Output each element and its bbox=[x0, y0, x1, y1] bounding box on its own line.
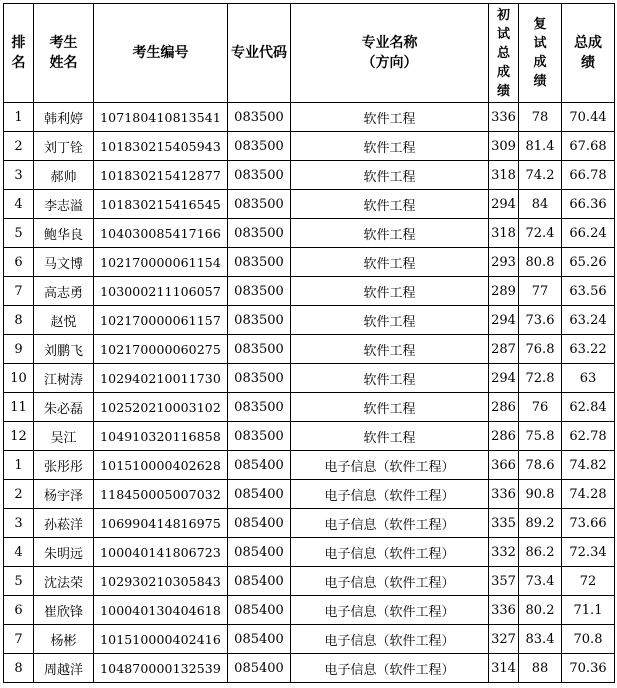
major-name-cell: 电子信息（软件工程） bbox=[291, 538, 489, 567]
student-name-cell: 杨彬 bbox=[34, 625, 94, 654]
student-name-cell: 韩利婷 bbox=[34, 103, 94, 132]
total-score-cell: 66.78 bbox=[562, 161, 615, 190]
total-score-cell: 63.56 bbox=[562, 277, 615, 306]
exam-id-cell: 104870000132539 bbox=[94, 654, 228, 683]
total-score-cell: 72 bbox=[562, 567, 615, 596]
retest-score-cell: 83.4 bbox=[519, 625, 562, 654]
student-name-cell: 马文博 bbox=[34, 248, 94, 277]
student-name-cell: 孙菘洋 bbox=[34, 509, 94, 538]
student-name-cell: 郝帅 bbox=[34, 161, 94, 190]
retest-score-cell: 76.8 bbox=[519, 335, 562, 364]
header-total-score: 总成绩 bbox=[562, 4, 615, 103]
major-code-cell: 083500 bbox=[228, 132, 291, 161]
rank-cell: 6 bbox=[4, 596, 34, 625]
rank-cell: 5 bbox=[4, 567, 34, 596]
table-row bbox=[4, 335, 615, 364]
table-row bbox=[4, 654, 615, 683]
prelim-score-cell: 318 bbox=[489, 219, 519, 248]
header-name: 考生姓名 bbox=[34, 4, 94, 103]
student-name-cell: 吴江 bbox=[34, 422, 94, 451]
major-code-cell: 083500 bbox=[228, 277, 291, 306]
major-code-cell: 083500 bbox=[228, 248, 291, 277]
rank-cell: 1 bbox=[4, 103, 34, 132]
total-score-cell: 70.8 bbox=[562, 625, 615, 654]
total-score-cell: 66.36 bbox=[562, 190, 615, 219]
major-name-cell: 软件工程 bbox=[291, 422, 489, 451]
prelim-score-cell: 336 bbox=[489, 103, 519, 132]
header-row bbox=[4, 4, 615, 103]
exam-id-cell: 104910320116858 bbox=[94, 422, 228, 451]
prelim-score-cell: 335 bbox=[489, 509, 519, 538]
major-name-cell: 软件工程 bbox=[291, 103, 489, 132]
retest-score-cell: 89.2 bbox=[519, 509, 562, 538]
table-row bbox=[4, 103, 615, 132]
major-name-cell: 电子信息（软件工程） bbox=[291, 654, 489, 683]
major-code-cell: 083500 bbox=[228, 306, 291, 335]
prelim-score-cell: 336 bbox=[489, 480, 519, 509]
major-code-cell: 085400 bbox=[228, 567, 291, 596]
rank-cell: 3 bbox=[4, 509, 34, 538]
exam-id-cell: 102170000061157 bbox=[94, 306, 228, 335]
table-row bbox=[4, 625, 615, 654]
exam-id-cell: 107180410813541 bbox=[94, 103, 228, 132]
major-name-cell: 电子信息（软件工程） bbox=[291, 451, 489, 480]
prelim-score-cell: 294 bbox=[489, 364, 519, 393]
exam-id-cell: 102930210305843 bbox=[94, 567, 228, 596]
major-name-cell: 软件工程 bbox=[291, 132, 489, 161]
major-name-cell: 电子信息（软件工程） bbox=[291, 480, 489, 509]
major-code-cell: 085400 bbox=[228, 538, 291, 567]
table-row bbox=[4, 596, 615, 625]
prelim-score-cell: 314 bbox=[489, 654, 519, 683]
total-score-cell: 62.84 bbox=[562, 393, 615, 422]
retest-score-cell: 88 bbox=[519, 654, 562, 683]
total-score-cell: 72.34 bbox=[562, 538, 615, 567]
major-name-cell: 软件工程 bbox=[291, 190, 489, 219]
exam-id-cell: 100040130404618 bbox=[94, 596, 228, 625]
prelim-score-cell: 286 bbox=[489, 393, 519, 422]
prelim-score-cell: 294 bbox=[489, 190, 519, 219]
total-score-cell: 63.24 bbox=[562, 306, 615, 335]
major-code-cell: 085400 bbox=[228, 625, 291, 654]
prelim-score-cell: 286 bbox=[489, 422, 519, 451]
retest-score-cell: 75.8 bbox=[519, 422, 562, 451]
table-row bbox=[4, 306, 615, 335]
total-score-cell: 71.1 bbox=[562, 596, 615, 625]
exam-id-cell: 101510000402628 bbox=[94, 451, 228, 480]
major-name-cell: 软件工程 bbox=[291, 248, 489, 277]
retest-score-cell: 86.2 bbox=[519, 538, 562, 567]
table-row bbox=[4, 248, 615, 277]
prelim-score-cell: 366 bbox=[489, 451, 519, 480]
student-name-cell: 沈法荣 bbox=[34, 567, 94, 596]
retest-score-cell: 76 bbox=[519, 393, 562, 422]
student-name-cell: 高志勇 bbox=[34, 277, 94, 306]
student-name-cell: 周越洋 bbox=[34, 654, 94, 683]
table-row bbox=[4, 567, 615, 596]
major-name-cell: 电子信息（软件工程） bbox=[291, 596, 489, 625]
rank-cell: 7 bbox=[4, 277, 34, 306]
header-retest-score: 复试成绩 bbox=[519, 4, 562, 103]
total-score-cell: 65.26 bbox=[562, 248, 615, 277]
student-name-cell: 崔欣锋 bbox=[34, 596, 94, 625]
retest-score-cell: 90.8 bbox=[519, 480, 562, 509]
prelim-score-cell: 336 bbox=[489, 596, 519, 625]
table-row bbox=[4, 422, 615, 451]
major-name-cell: 电子信息（软件工程） bbox=[291, 625, 489, 654]
retest-score-cell: 80.2 bbox=[519, 596, 562, 625]
rank-cell: 11 bbox=[4, 393, 34, 422]
major-code-cell: 085400 bbox=[228, 451, 291, 480]
retest-score-cell: 72.8 bbox=[519, 364, 562, 393]
table-row bbox=[4, 219, 615, 248]
total-score-cell: 74.28 bbox=[562, 480, 615, 509]
prelim-score-cell: 318 bbox=[489, 161, 519, 190]
major-code-cell: 083500 bbox=[228, 422, 291, 451]
retest-score-cell: 81.4 bbox=[519, 132, 562, 161]
exam-id-cell: 104030085417166 bbox=[94, 219, 228, 248]
major-code-cell: 083500 bbox=[228, 190, 291, 219]
major-name-cell: 软件工程 bbox=[291, 364, 489, 393]
exam-id-cell: 101830215412877 bbox=[94, 161, 228, 190]
table-row bbox=[4, 538, 615, 567]
rank-cell: 6 bbox=[4, 248, 34, 277]
prelim-score-cell: 293 bbox=[489, 248, 519, 277]
exam-id-cell: 100040141806723 bbox=[94, 538, 228, 567]
table-row bbox=[4, 190, 615, 219]
table-row bbox=[4, 277, 615, 306]
retest-score-cell: 78 bbox=[519, 103, 562, 132]
retest-score-cell: 73.4 bbox=[519, 567, 562, 596]
table-row bbox=[4, 364, 615, 393]
rank-cell: 4 bbox=[4, 538, 34, 567]
exam-id-cell: 118450005007032 bbox=[94, 480, 228, 509]
header-major-name: 专业名称（方向） bbox=[291, 4, 489, 103]
rank-cell: 5 bbox=[4, 219, 34, 248]
exam-id-cell: 102940210011730 bbox=[94, 364, 228, 393]
retest-score-cell: 72.4 bbox=[519, 219, 562, 248]
total-score-cell: 62.78 bbox=[562, 422, 615, 451]
table-row bbox=[4, 132, 615, 161]
rank-cell: 8 bbox=[4, 654, 34, 683]
total-score-cell: 74.82 bbox=[562, 451, 615, 480]
student-name-cell: 刘鹏飞 bbox=[34, 335, 94, 364]
exam-id-cell: 101830215405943 bbox=[94, 132, 228, 161]
rank-cell: 3 bbox=[4, 161, 34, 190]
header-rank: 排名 bbox=[4, 4, 34, 103]
major-name-cell: 软件工程 bbox=[291, 393, 489, 422]
total-score-cell: 67.68 bbox=[562, 132, 615, 161]
exam-id-cell: 101830215416545 bbox=[94, 190, 228, 219]
table-row bbox=[4, 451, 615, 480]
major-name-cell: 软件工程 bbox=[291, 306, 489, 335]
retest-score-cell: 84 bbox=[519, 190, 562, 219]
rank-cell: 7 bbox=[4, 625, 34, 654]
score-table bbox=[3, 3, 615, 683]
rank-cell: 9 bbox=[4, 335, 34, 364]
retest-score-cell: 77 bbox=[519, 277, 562, 306]
student-name-cell: 朱明远 bbox=[34, 538, 94, 567]
prelim-score-cell: 289 bbox=[489, 277, 519, 306]
major-code-cell: 085400 bbox=[228, 596, 291, 625]
prelim-score-cell: 332 bbox=[489, 538, 519, 567]
student-name-cell: 江树涛 bbox=[34, 364, 94, 393]
major-code-cell: 085400 bbox=[228, 480, 291, 509]
total-score-cell: 70.44 bbox=[562, 103, 615, 132]
student-name-cell: 刘丁铨 bbox=[34, 132, 94, 161]
major-code-cell: 083500 bbox=[228, 364, 291, 393]
retest-score-cell: 73.6 bbox=[519, 306, 562, 335]
total-score-cell: 63 bbox=[562, 364, 615, 393]
exam-id-cell: 106990414816975 bbox=[94, 509, 228, 538]
rank-cell: 10 bbox=[4, 364, 34, 393]
major-name-cell: 软件工程 bbox=[291, 335, 489, 364]
student-name-cell: 杨宇泽 bbox=[34, 480, 94, 509]
major-code-cell: 083500 bbox=[228, 393, 291, 422]
major-name-cell: 软件工程 bbox=[291, 277, 489, 306]
exam-id-cell: 102520210003102 bbox=[94, 393, 228, 422]
major-name-cell: 软件工程 bbox=[291, 161, 489, 190]
header-exam-id: 考生编号 bbox=[94, 4, 228, 103]
table-row bbox=[4, 393, 615, 422]
prelim-score-cell: 309 bbox=[489, 132, 519, 161]
major-name-cell: 电子信息（软件工程） bbox=[291, 509, 489, 538]
major-code-cell: 085400 bbox=[228, 654, 291, 683]
student-name-cell: 朱必磊 bbox=[34, 393, 94, 422]
exam-id-cell: 103000211106057 bbox=[94, 277, 228, 306]
header-major-code: 专业代码 bbox=[228, 4, 291, 103]
table-body bbox=[4, 103, 615, 683]
retest-score-cell: 74.2 bbox=[519, 161, 562, 190]
retest-score-cell: 80.8 bbox=[519, 248, 562, 277]
table-row bbox=[4, 509, 615, 538]
student-name-cell: 李志溢 bbox=[34, 190, 94, 219]
major-code-cell: 083500 bbox=[228, 103, 291, 132]
total-score-cell: 63.22 bbox=[562, 335, 615, 364]
major-code-cell: 083500 bbox=[228, 219, 291, 248]
student-name-cell: 赵悦 bbox=[34, 306, 94, 335]
exam-id-cell: 101510000402416 bbox=[94, 625, 228, 654]
rank-cell: 2 bbox=[4, 480, 34, 509]
prelim-score-cell: 357 bbox=[489, 567, 519, 596]
table-row bbox=[4, 480, 615, 509]
rank-cell: 4 bbox=[4, 190, 34, 219]
total-score-cell: 66.24 bbox=[562, 219, 615, 248]
total-score-cell: 73.66 bbox=[562, 509, 615, 538]
exam-id-cell: 102170000061154 bbox=[94, 248, 228, 277]
rank-cell: 1 bbox=[4, 451, 34, 480]
header-prelim-score: 初试总成绩 bbox=[489, 4, 519, 103]
prelim-score-cell: 294 bbox=[489, 306, 519, 335]
retest-score-cell: 78.6 bbox=[519, 451, 562, 480]
rank-cell: 8 bbox=[4, 306, 34, 335]
rank-cell: 12 bbox=[4, 422, 34, 451]
student-name-cell: 张彤彤 bbox=[34, 451, 94, 480]
prelim-score-cell: 327 bbox=[489, 625, 519, 654]
rank-cell: 2 bbox=[4, 132, 34, 161]
total-score-cell: 70.36 bbox=[562, 654, 615, 683]
major-code-cell: 085400 bbox=[228, 509, 291, 538]
major-code-cell: 083500 bbox=[228, 161, 291, 190]
major-code-cell: 083500 bbox=[228, 335, 291, 364]
exam-id-cell: 102170000060275 bbox=[94, 335, 228, 364]
table-row bbox=[4, 161, 615, 190]
prelim-score-cell: 287 bbox=[489, 335, 519, 364]
major-name-cell: 软件工程 bbox=[291, 219, 489, 248]
major-name-cell: 电子信息（软件工程） bbox=[291, 567, 489, 596]
student-name-cell: 鲍华良 bbox=[34, 219, 94, 248]
